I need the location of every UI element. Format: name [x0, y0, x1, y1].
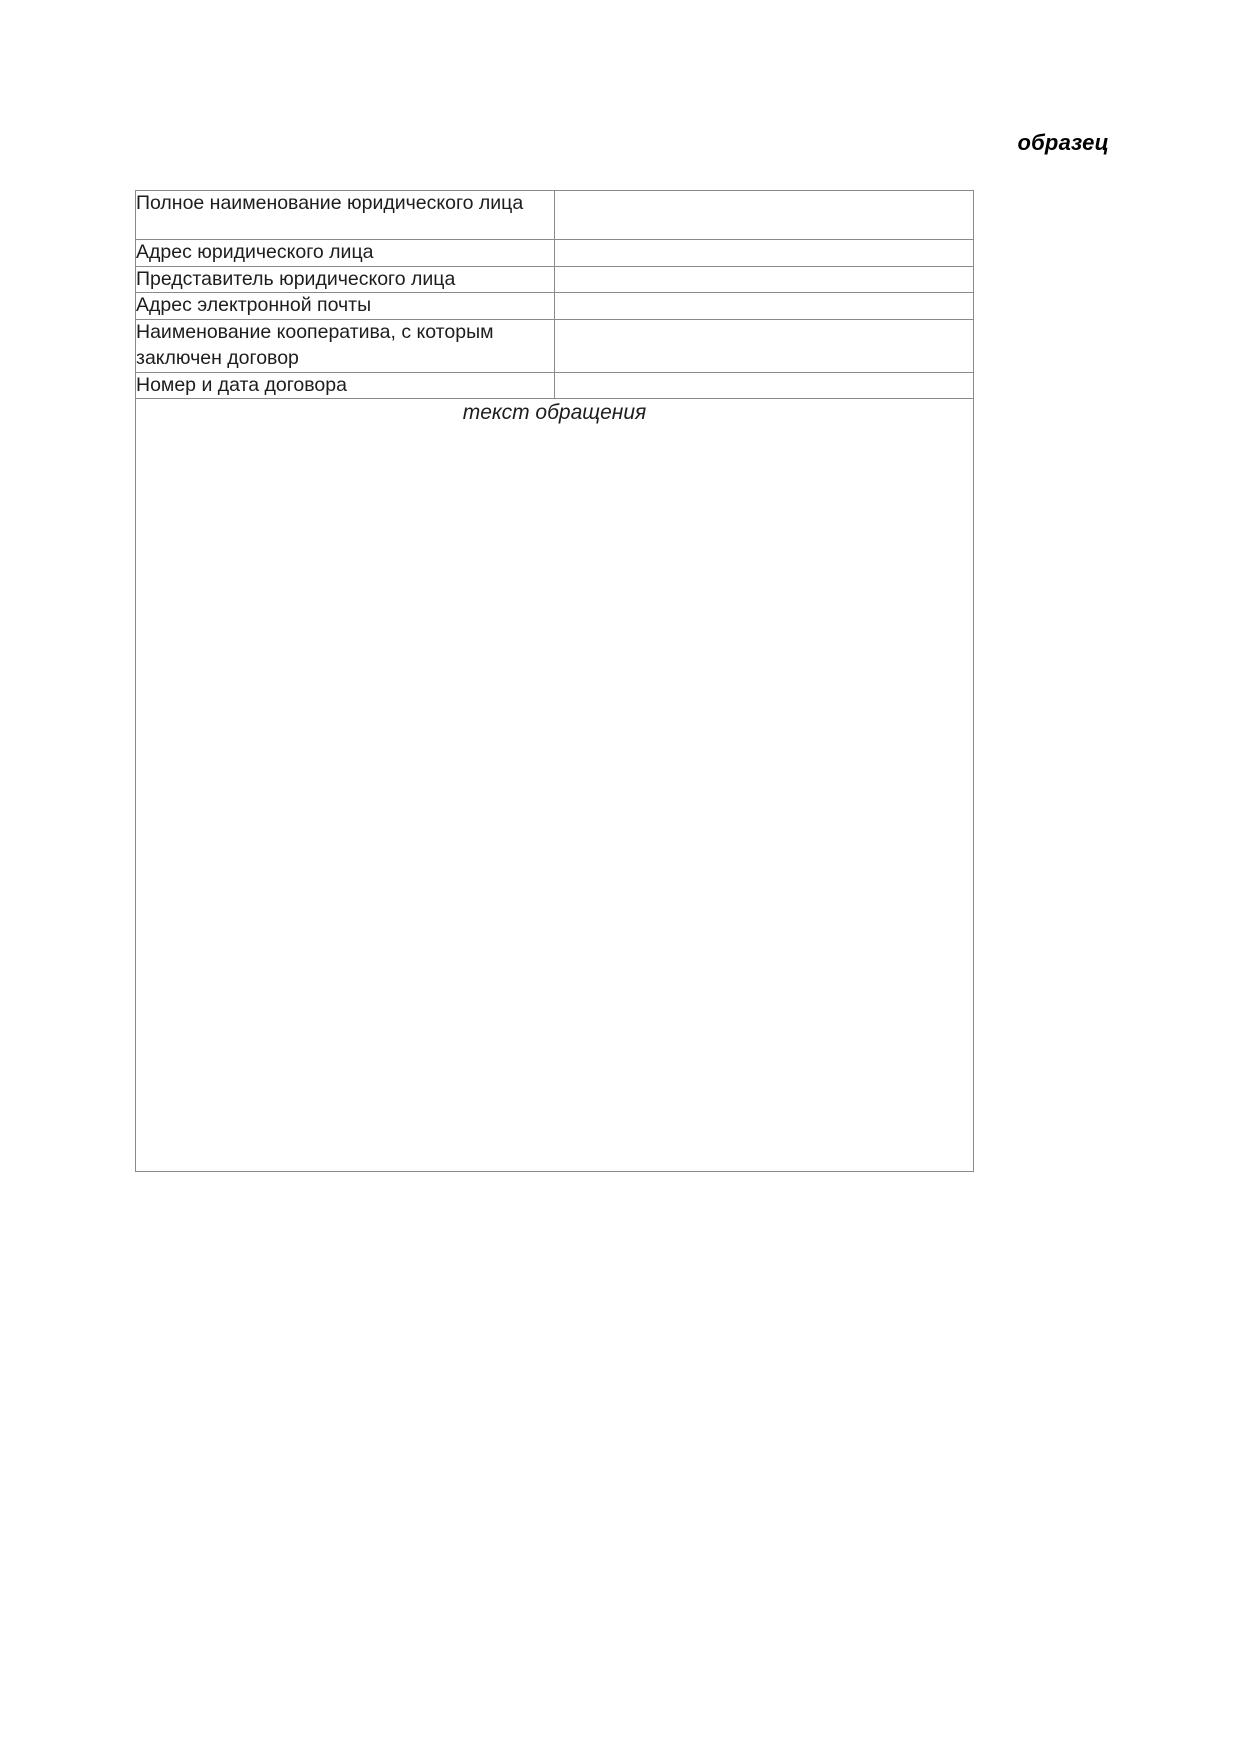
- table-row: [136, 320, 974, 372]
- field-value-cooperative-name[interactable]: [555, 320, 974, 372]
- table-row: [136, 240, 974, 267]
- field-label-legal-entity-address: Адрес юридического лица: [136, 240, 555, 267]
- field-value-legal-entity-representative[interactable]: [555, 266, 974, 293]
- table-row: [136, 293, 974, 320]
- appeal-text-area[interactable]: [136, 399, 974, 1172]
- field-label-cooperative-name: Наименование кооператива, с которым заключен договор: [136, 320, 555, 372]
- appeal-text-title: текст обращения: [462, 401, 647, 425]
- field-label-contract-number-and-date: Номер и дата договора: [136, 372, 555, 399]
- field-value-contract-number-and-date[interactable]: [555, 372, 974, 399]
- field-label-full-legal-entity-name: Полное наименование юридического лица: [136, 191, 555, 240]
- applicant-details-table: [135, 190, 974, 1172]
- table-row: [136, 372, 974, 399]
- table-row: [136, 191, 974, 240]
- field-label-email-address: Адрес электронной почты: [136, 293, 555, 320]
- field-label-legal-entity-representative: Представитель юридического лица: [136, 266, 555, 293]
- field-value-full-legal-entity-name[interactable]: [555, 191, 974, 240]
- field-value-email-address[interactable]: [555, 293, 974, 320]
- table-row-appeal-body: [136, 399, 974, 1172]
- field-value-legal-entity-address[interactable]: [555, 240, 974, 267]
- sample-stamp-label: образец: [1017, 130, 1109, 155]
- table-row: [136, 266, 974, 293]
